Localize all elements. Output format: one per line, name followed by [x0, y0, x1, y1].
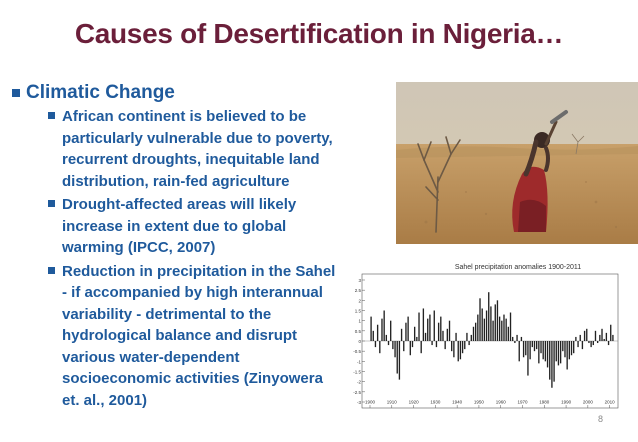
bar [560, 341, 561, 363]
bar [379, 341, 380, 353]
bar [425, 333, 426, 341]
chart-title: Sahel precipitation anomalies 1900-2011 [454, 264, 582, 271]
bar [521, 337, 522, 341]
bar [375, 341, 376, 347]
bar [423, 308, 424, 341]
bar [538, 341, 539, 363]
bar [392, 341, 393, 349]
y-tick-label: -3 [356, 400, 361, 405]
bar [586, 329, 587, 341]
bar [543, 341, 544, 359]
bar [462, 341, 463, 353]
sub-bullet [48, 261, 352, 412]
x-tick-label: 1920 [408, 399, 419, 405]
bar [460, 341, 461, 359]
bar [566, 341, 567, 369]
bar [501, 321, 502, 341]
bar [523, 341, 524, 357]
sub-bullet-text [62, 261, 352, 412]
bar [497, 300, 498, 341]
bar [386, 335, 387, 341]
square-bullet-icon [12, 89, 20, 97]
bullet-heading-text: Climatic Change [26, 82, 175, 103]
x-tick-label: 1990 [561, 399, 572, 405]
page-number: 8 [598, 414, 604, 424]
slide-title: Causes of Desertification in Nigeria… [74, 18, 564, 49]
bar [397, 341, 398, 374]
bar [451, 341, 452, 351]
bar [514, 341, 515, 343]
x-tick-label: 1900 [364, 399, 376, 405]
bar [505, 319, 506, 341]
y-tick-label: -2.5 [353, 389, 361, 395]
bar [471, 335, 472, 341]
text-line: various water-dependent [62, 348, 240, 366]
bar [486, 311, 487, 342]
bar [477, 315, 478, 341]
x-tick-label: 1930 [430, 399, 441, 405]
y-tick-label: -1.5 [353, 369, 361, 375]
bar [562, 341, 563, 351]
bar [558, 341, 559, 365]
bar [479, 298, 480, 341]
bar [468, 341, 469, 345]
bar [519, 341, 520, 361]
bar [444, 341, 445, 349]
x-tick-label: 1980 [539, 399, 550, 405]
bar [595, 331, 596, 341]
bullet-list [12, 82, 352, 411]
bar [516, 335, 517, 341]
bar [553, 341, 554, 382]
bar [604, 339, 605, 341]
bar [442, 331, 443, 341]
bar [466, 333, 467, 341]
x-tick-label: 2000 [582, 399, 593, 405]
text-line: recurrent droughts, inequitable land [62, 151, 320, 168]
text-line: - if accompanied by high interannual [62, 284, 323, 301]
bar [427, 319, 428, 341]
bar [512, 337, 513, 341]
bar [449, 321, 450, 341]
y-tick-label: 1 [358, 318, 361, 324]
y-tick-label: 2 [358, 298, 361, 304]
bar [418, 313, 419, 341]
y-tick-label: 3 [358, 278, 361, 283]
bar [455, 333, 456, 341]
bar [601, 329, 602, 341]
y-tick-label: -1 [356, 359, 361, 365]
bar [588, 341, 589, 343]
bar [399, 341, 400, 380]
bar [549, 341, 550, 380]
text-line: Reduction in precipitation in the Sahel [62, 262, 336, 280]
bar [534, 341, 535, 351]
y-tick-label: 0 [358, 339, 361, 344]
bar [547, 341, 548, 367]
desert-farmer-illustration [396, 82, 638, 244]
square-bullet-icon [48, 200, 55, 207]
x-tick-label: 1970 [517, 399, 528, 405]
bar [510, 313, 511, 341]
bar [584, 331, 585, 341]
bar [390, 321, 391, 341]
text-line: particularly vulnerable due to poverty, [62, 129, 333, 147]
desert-farmer-photo [396, 82, 638, 244]
bar [436, 341, 437, 347]
square-bullet-icon [48, 267, 55, 274]
precipitation-chart-svg [348, 260, 620, 410]
bar [373, 331, 374, 341]
y-tick-label: 1.5 [354, 308, 361, 314]
text-line: increase in extent due to global [62, 217, 287, 235]
bar [388, 341, 389, 345]
bar [564, 341, 565, 357]
bullet-heading [12, 82, 352, 104]
bar [403, 341, 404, 351]
bar [536, 341, 537, 349]
bar [405, 323, 406, 341]
square-bullet-icon [48, 112, 55, 119]
bar [421, 341, 422, 353]
bar [383, 311, 384, 342]
sub-bullet [48, 194, 352, 259]
bar [407, 317, 408, 341]
text-line: warming (IPCC, 2007) [62, 239, 216, 256]
bar [508, 327, 509, 341]
bar [484, 319, 485, 341]
bar [492, 321, 493, 341]
bar [571, 341, 572, 355]
bar [580, 335, 581, 341]
bar [597, 341, 598, 343]
bar [416, 337, 417, 341]
bar [377, 325, 378, 341]
bar [381, 319, 382, 341]
bar [525, 341, 526, 355]
bar [438, 323, 439, 341]
x-tick-label: 2010 [604, 399, 615, 405]
bar [488, 292, 489, 341]
text-line: socioeconomic activities (Zinyowera [62, 370, 323, 387]
bar [556, 341, 557, 361]
bar [370, 317, 371, 341]
bar [540, 341, 541, 353]
bar [475, 323, 476, 341]
bar-series [370, 292, 613, 388]
bar [429, 315, 430, 341]
bar [499, 317, 500, 341]
sub-bullet [48, 106, 352, 192]
bar [431, 341, 432, 345]
y-tick-label: -2 [356, 379, 361, 385]
text-line: et. al., 2001) [62, 391, 148, 409]
bar [434, 311, 435, 342]
x-tick-label: 1910 [386, 399, 397, 405]
text-line: variability - detrimental to the [62, 305, 272, 323]
sub-bullet-text [62, 106, 352, 192]
bar [575, 337, 576, 341]
y-tick-label: -0.5 [353, 349, 361, 355]
y-tick-label: 2.5 [354, 288, 361, 294]
sub-bullet-text [62, 194, 352, 259]
bar [610, 325, 611, 341]
bar [495, 304, 496, 341]
text-line: distribution, rain-fed agriculture [62, 172, 290, 190]
x-tick-label: 1940 [452, 399, 463, 405]
x-axis [365, 400, 615, 409]
x-tick-label: 1950 [473, 399, 484, 405]
bar [473, 327, 474, 341]
bar [464, 341, 465, 349]
bar [447, 329, 448, 341]
bar [593, 341, 594, 345]
text-line: hydrological balance and disrupt [62, 327, 298, 344]
bar [569, 341, 570, 359]
bar [482, 308, 483, 341]
text-line: African continent is believed to be [62, 108, 307, 125]
bar [532, 341, 533, 347]
bar [606, 333, 607, 341]
bar [453, 341, 454, 357]
bar [577, 341, 578, 347]
text-line: Drought-affected areas will likely [62, 196, 297, 213]
bar [410, 341, 411, 355]
precipitation-chart [348, 260, 620, 410]
bar [458, 341, 459, 361]
x-tick-label: 1960 [495, 399, 506, 405]
bar [529, 341, 530, 359]
bar [401, 329, 402, 341]
bar [503, 315, 504, 341]
bar [440, 317, 441, 341]
bar [412, 341, 413, 347]
bar [527, 341, 528, 376]
y-tick-label: 0.5 [354, 328, 361, 334]
bar [414, 327, 415, 341]
bar [551, 341, 552, 388]
bar [490, 306, 491, 341]
bar [599, 335, 600, 341]
bar [573, 341, 574, 353]
bar [608, 341, 609, 345]
bar [582, 341, 583, 349]
bar [545, 341, 546, 361]
bar [590, 341, 591, 347]
bar [394, 341, 395, 357]
bar [612, 335, 613, 341]
